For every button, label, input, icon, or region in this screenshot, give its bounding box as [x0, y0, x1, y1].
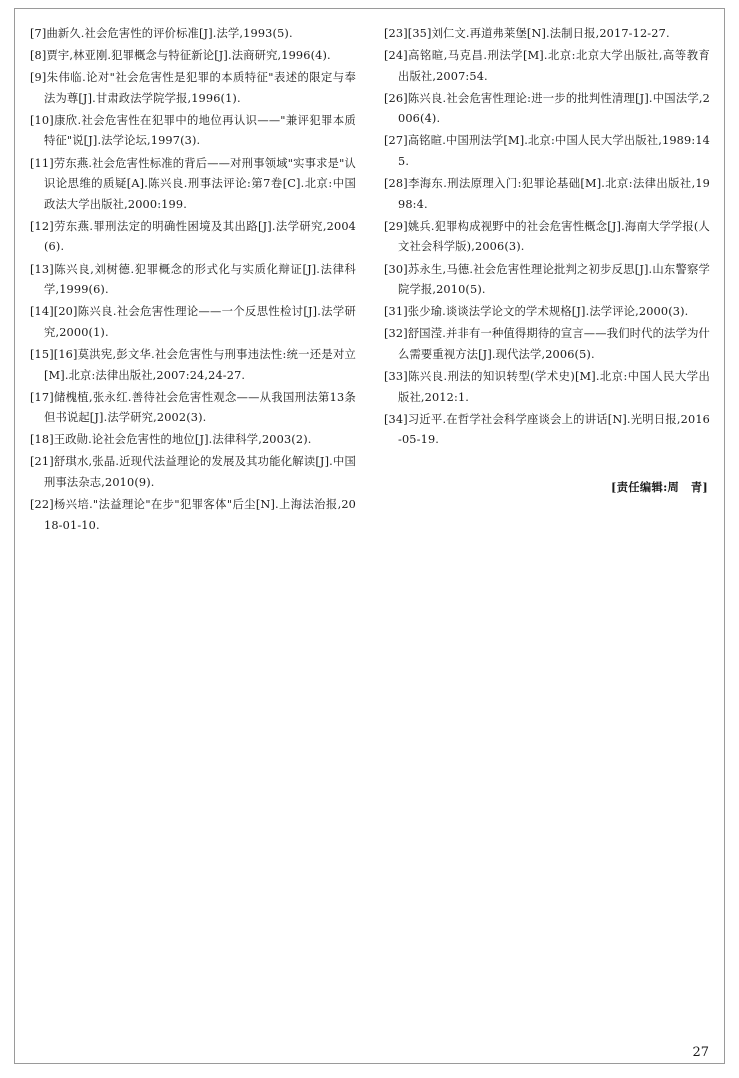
reference-item: [14][20]陈兴良.社会危害性理论——一个反思性检讨[J].法学研究,2000(1). [30, 305, 356, 339]
reference-item: [11]劳东燕.社会危害性标准的背后——对刑事领域"实事求是"认识论思维的质疑[A].陈兴良.刑事法评论:第7卷[C].北京:中国政法大学出版社,2000:199. [30, 156, 356, 211]
reference-item: [18]王政勋.论社会危害性的地位[J].法律科学,2003(2). [30, 433, 312, 447]
reference-item: [24]高铭暄,马克昌.刑法学[M].北京:北京大学出版社,高等教育出版社,2007:54. [384, 49, 710, 83]
editor-note: [责任编辑:周 青] [611, 479, 708, 494]
page-number: 27 [692, 1045, 709, 1060]
reference-item: [13]陈兴良,刘树德.犯罪概念的形式化与实质化辩证[J].法律科学,1999(6). [30, 262, 356, 297]
reference-item: [33]陈兴良.刑法的知识转型(学术史)[M].北京:中国人民大学出版社,2012:1. [384, 370, 710, 404]
reference-item: [29]姚兵.犯罪构成视野中的社会危害性概念[J].海南大学学报(人文社会科学版),2006(3). [384, 219, 710, 254]
reference-item: [12]劳东燕.罪刑法定的明确性困境及其出路[J].法学研究,2004(6). [30, 219, 356, 254]
reference-item: [34]习近平.在哲学社会科学座谈会上的讲话[N].光明日报,2016-05-19. [384, 412, 710, 447]
reference-item: [21]舒琪水,张晶.近现代法益理论的发展及其功能化解读[J].中国刑事法杂志,2010(9). [30, 455, 356, 489]
reference-item: [28]李海东.刑法原理入门:犯罪论基础[M].北京:法律出版社,1998:4. [384, 177, 710, 211]
reference-item: [10]康欣.社会危害性在犯罪中的地位再认识——"兼评犯罪本质特征"说[J].法学论坛,1997(3). [30, 113, 356, 148]
reference-item: [27]高铭暄.中国刑法学[M].北京:中国人民大学出版社,1989:145. [384, 134, 710, 169]
reference-item: [30]苏永生,马德.社会危害性理论批判之初步反思[J].山东警察学院学报,2010(5). [384, 262, 710, 297]
right-column [384, 24, 710, 536]
reference-item: [9]朱伟临.论对"社会危害性是犯罪的本质特征"表述的限定与奉法为尊[J].甘肃政法学院学报,1996(1). [30, 71, 356, 105]
reference-item: [31]张少瑜.谈谈法学论文的学术规格[J].法学评论,2000(3). [384, 305, 689, 319]
reference-item: [15][16]莫洪宪,彭文华.社会危害性与刑事违法性:统一还是对立[M].北京:法律出版社,2007:24,24-27. [30, 347, 356, 382]
reference-item: [17]储槐植,张永红.善待社会危害性观念——从我国刑法第13条但书说起[J].法学研究,2002(3). [30, 390, 356, 425]
reference-item: [32]舒国滢.并非有一种值得期待的宣言——我们时代的法学为什么需要重视方法[J].现代法学,2006(5). [384, 327, 710, 361]
reference-item: [22]杨兴培."法益理论"在步"犯罪客体"后尘[N].上海法治报,2018-01-10. [30, 498, 356, 532]
left-column [30, 24, 356, 536]
reference-item: [7]曲新久.社会危害性的评价标准[J].法学,1993(5). [30, 27, 293, 40]
reference-columns [30, 24, 710, 536]
reference-item: [8]贾宇,林亚刚.犯罪概念与特征新论[J].法商研究,1996(4). [30, 49, 331, 63]
reference-item: [26]陈兴良.社会危害性理论:进一步的批判性清理[J].中国法学,2006(4). [384, 91, 710, 126]
reference-item: [23][35]刘仁文.再道弗莱堡[N].法制日报,2017-12-27. [384, 27, 670, 40]
